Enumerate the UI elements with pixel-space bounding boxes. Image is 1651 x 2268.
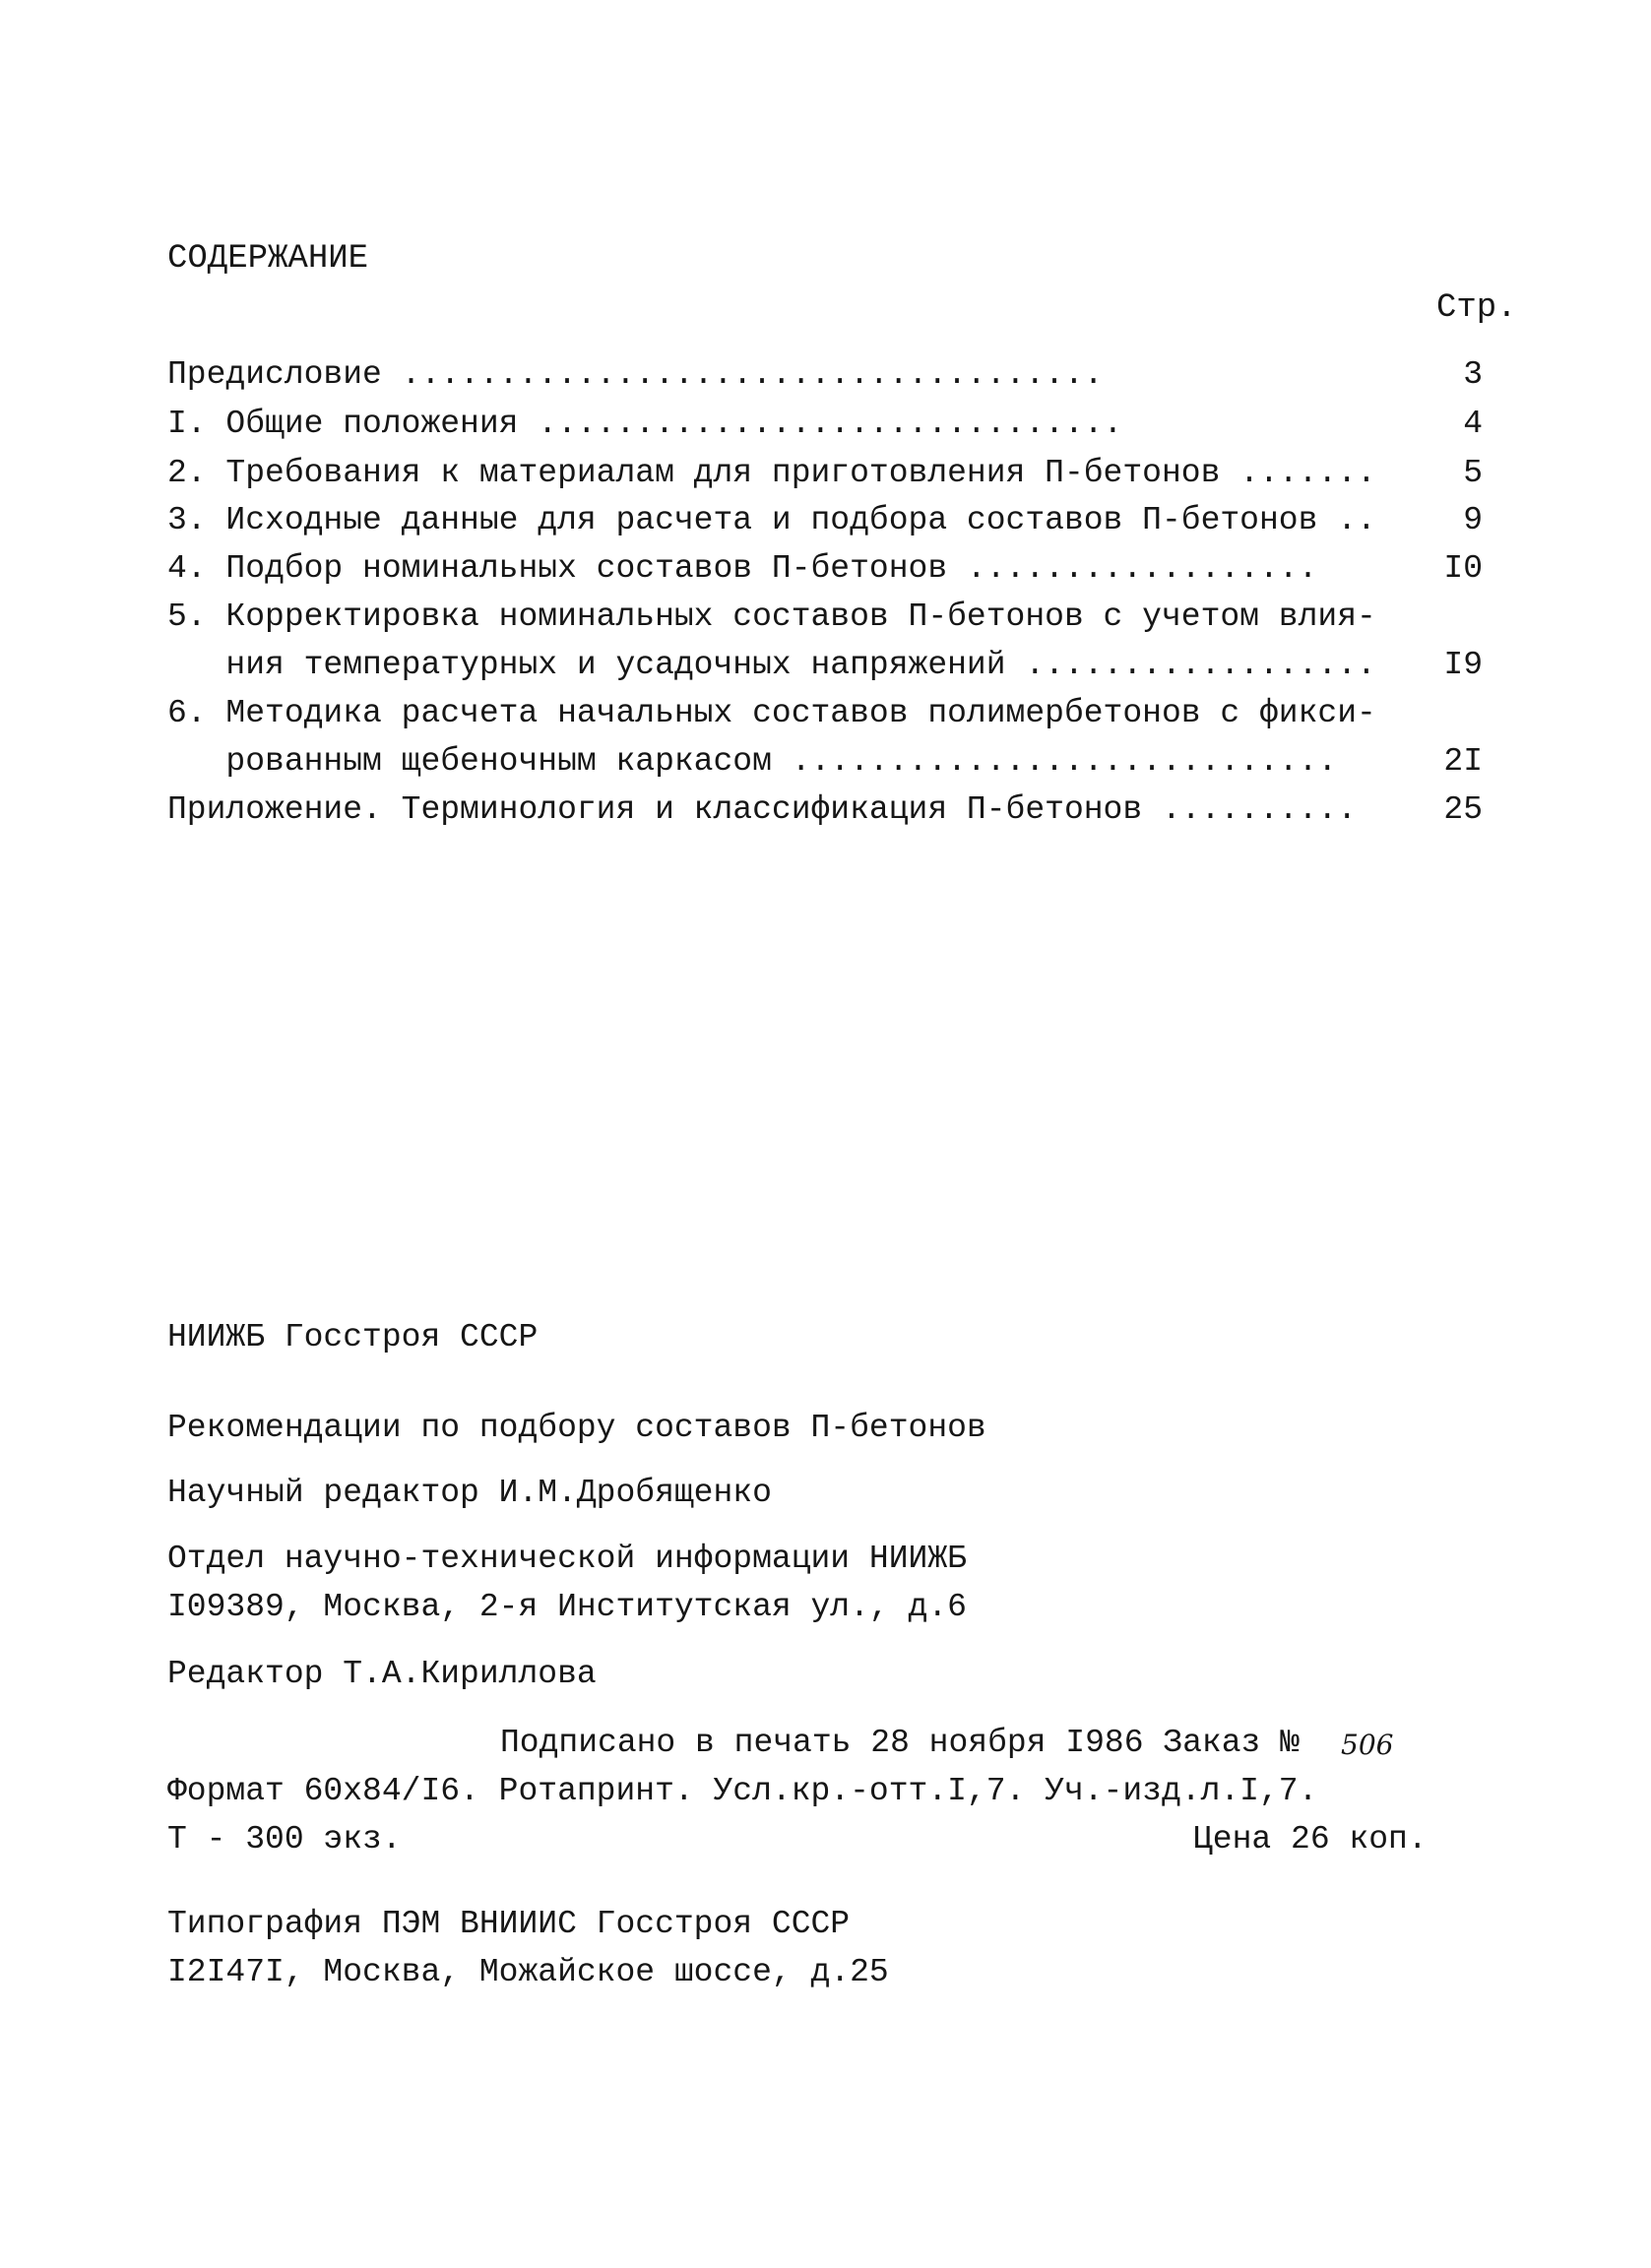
toc-entry-page: 3 [1463,356,1483,393]
toc-entry-text: 2. Требования к материалам для приготовления П-бетонов ....... [167,457,1376,489]
imprint-printer-address: I2I47I, Москва, Можайское шоссе, д.25 [167,1954,889,1990]
toc-entry-page: I0 [1443,550,1483,587]
imprint-editor: Редактор Т.А.Кириллова [167,1656,597,1692]
imprint-dept-name: Отдел научно-технической информации НИИЖБ [167,1541,967,1577]
toc-entry-text: 4. Подбор номинальных составов П-бетонов .................. [167,552,1318,585]
imprint-tirage: Т - 300 экз. [167,1821,402,1858]
toc-entry-text: Предисловие .................................... [167,358,1104,391]
imprint-printer: Типография ПЭМ ВНИИИС Госстроя СССР [167,1906,851,1942]
toc-entry-text: I. Общие положения .............................. [167,408,1123,440]
toc-entry-text: Приложение. Терминология и классификация П-бетонов .......... [167,793,1357,826]
toc-entry-page: 9 [1463,502,1483,538]
toc-entry-text: ния температурных и усадочных напряжений .................. [167,649,1376,681]
imprint-sci-editor: Научный редактор И.М.Дробященко [167,1475,772,1511]
order-number-handwritten: 506 [1341,1729,1394,1761]
toc-entry-text: рованным щебеночным каркасом ............................ [167,745,1338,778]
toc-entry-page: I9 [1443,647,1483,683]
imprint-format: Формат 60х84/I6. Ротапринт. Усл.кр.-отт.I,7. Уч.-изд.л.I,7. [167,1775,1318,1807]
imprint-signed: Подписано в печать 28 ноября I986 Заказ № [500,1725,1300,1761]
imprint-price: Цена 26 коп. [1193,1821,1428,1858]
toc-entry-page: 2I [1443,743,1483,780]
toc-page-header: Стр. [1436,289,1517,327]
toc-entry-page: 4 [1463,406,1483,442]
imprint-title: Рекомендации по подбору составов П-бетонов [167,1410,986,1446]
toc-entry-page: 5 [1463,455,1483,491]
toc-entry-text: 5. Корректировка номинальных составов П-бетонов с учетом влия- [167,600,1376,633]
toc-heading: СОДЕРЖАНИЕ [167,240,369,278]
imprint-org: НИИЖБ Госстроя СССР [167,1319,539,1355]
toc-entry-text: 3. Исходные данные для расчета и подбора составов П-бетонов .. [167,504,1376,536]
imprint-dept-address: I09389, Москва, 2-я Институтская ул., д.6 [167,1589,967,1625]
toc-entry-text: 6. Методика расчета начальных составов полимербетонов с фикси- [167,697,1376,729]
toc-entry-page: 25 [1443,791,1483,828]
